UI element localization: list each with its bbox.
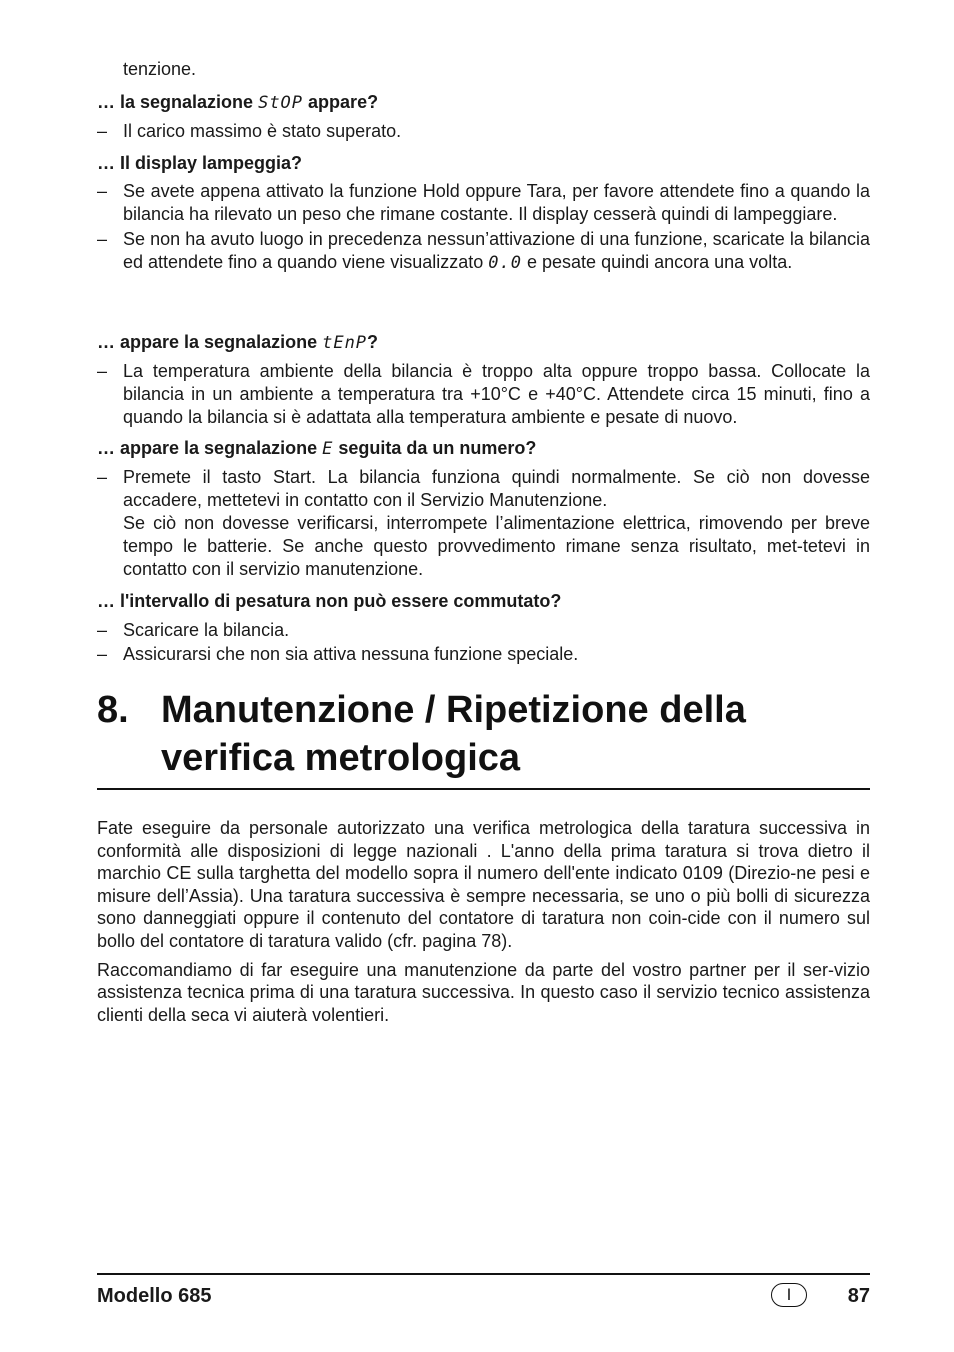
question-suffix: ? bbox=[367, 332, 379, 352]
question-prefix: … appare la segnalazione bbox=[97, 332, 318, 352]
answer-item bbox=[97, 360, 870, 429]
body-paragraph: Fate eseguire da personale autorizzato una verifica metrologica della taratura successiva in conformità alle disposizioni di legge nazionali . L'anno della prima taratura si trova dietro il marchio CE sulla targhetta del modello sopra il numero dell'ente indicato 0109 (Direzio-ne pesi e misure dell’Assia). Una taratura successiva è sempre necessaria, se uno o più bolli di sicurezza sono danneggiati oppure il contenuto del contatore di taratura non coin-cide con il numero sul bollo del contatore di taratura valido (cfr. pagina 78). bbox=[97, 818, 870, 951]
chapter-body bbox=[97, 817, 870, 1026]
faq-question bbox=[97, 331, 870, 354]
dash-bullet: – bbox=[97, 229, 108, 249]
dash-bullet: – bbox=[97, 121, 108, 141]
answer-text: Premete il tasto Start. La bilancia funziona quindi normalmente. Se ciò non dovesse accadere, mettetevi in contatto con il Servizio Manutenzione. bbox=[123, 467, 870, 510]
answer-item bbox=[97, 618, 870, 642]
faq-display-blink bbox=[97, 152, 870, 275]
answer-text: e pesate quindi ancora una volta. bbox=[527, 252, 793, 272]
faq-question: … Il display lampeggia? bbox=[97, 153, 303, 173]
question-suffix: appare? bbox=[308, 92, 379, 112]
answer-text: Se ciò non dovesse verificarsi, interrompete l’alimentazione elettrica, rimovendo per breve tempo le batterie. Se anche questo provvedimento rimane senza risultato, met-tetevi in contatto con il servizio manutenzione. bbox=[123, 513, 870, 579]
chapter-number: 8. bbox=[97, 689, 129, 731]
dash-bullet: – bbox=[97, 467, 108, 487]
answer-item-continued bbox=[97, 512, 870, 581]
dash-bullet: – bbox=[97, 644, 108, 664]
answer-item bbox=[97, 228, 870, 275]
question-prefix: … appare la segnalazione bbox=[97, 438, 318, 458]
language-badge: I bbox=[771, 1283, 807, 1307]
heading-line-1: Manutenzione / Ripetizione della bbox=[161, 689, 746, 731]
display-code-temp: tEnP bbox=[322, 333, 368, 353]
faq-error-code bbox=[97, 437, 870, 581]
answer-item bbox=[97, 120, 870, 142]
question-suffix: seguita da un numero? bbox=[338, 438, 537, 458]
heading-line-2: verifica metrologica bbox=[161, 737, 521, 779]
footer-model: Modello 685 bbox=[97, 1285, 212, 1307]
faq-temp bbox=[97, 331, 870, 429]
chapter-heading bbox=[97, 686, 870, 782]
display-code-stop: StOP bbox=[258, 93, 304, 113]
dash-bullet: – bbox=[97, 361, 108, 381]
intro-fragment: tenzione. bbox=[123, 59, 197, 79]
question-prefix: … la segnalazione bbox=[97, 92, 254, 112]
faq-range-switch bbox=[97, 590, 870, 666]
page-footer bbox=[97, 1273, 870, 1307]
faq-stop bbox=[97, 91, 870, 142]
body-paragraph: Raccomandiamo di far eseguire una manutenzione da parte del vostro partner per il ser-vizio assistenza tecnica prima di una taratura successiva. In questo caso il servizio tecnico assistenza clienti della seca vi aiuterà volentieri. bbox=[97, 959, 870, 1025]
faq-question bbox=[97, 91, 870, 114]
answer-text: La temperatura ambiente della bilancia è troppo alta oppure troppo bassa. Collocate la bilancia in un ambiente a temperatura tra +10°C e +40°C. Attendete circa 15 minuti, fino a quando la bilancia si è adattata alla temperatura ambiente e pesate di nuovo. bbox=[123, 361, 870, 427]
faq-question bbox=[97, 437, 870, 460]
answer-text: Scaricare la bilancia. bbox=[123, 620, 290, 640]
dash-bullet: – bbox=[97, 620, 108, 640]
dash-bullet: – bbox=[97, 181, 108, 201]
page-title bbox=[97, 686, 870, 782]
heading-divider bbox=[97, 788, 870, 790]
display-code-error: E bbox=[322, 439, 334, 459]
answer-item bbox=[97, 180, 870, 226]
answer-item bbox=[97, 466, 870, 512]
faq-question: … l'intervallo di pesatura non può essere commutato? bbox=[97, 591, 562, 611]
display-code-zero: 0.0 bbox=[488, 253, 522, 273]
answer-text: Il carico massimo è stato superato. bbox=[123, 121, 402, 141]
answer-text: Se avete appena attivato la funzione Hold oppure Tara, per favore attendete fino a quando la bilancia ha rilevato un peso che rimane costante. Il display cesserà quindi di lampeggiare. bbox=[123, 181, 870, 224]
answer-text: Assicurarsi che non sia attiva nessuna funzione speciale. bbox=[123, 644, 579, 664]
answer-item bbox=[97, 642, 870, 666]
answer-text: Se non ha avuto luogo in precedenza nessun’attivazione di una funzione, scaricate la bilancia ed attendete fino a quando viene visualizzato bbox=[123, 229, 870, 272]
page-number: 87 bbox=[847, 1285, 870, 1307]
